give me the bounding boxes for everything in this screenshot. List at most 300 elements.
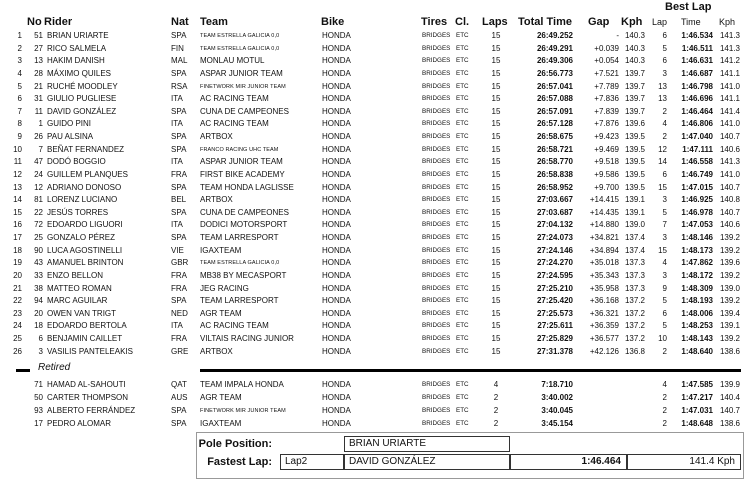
- cell-tires: BRIDGES: [422, 158, 451, 166]
- cell-team: ASPAR JUNIOR TEAM: [200, 68, 283, 78]
- cell-pos: 16: [13, 220, 22, 230]
- cell-bike: HONDA: [322, 308, 351, 318]
- table-row: [0, 207, 745, 220]
- cell-bike: HONDA: [322, 182, 351, 192]
- cell-rider: RICO SALMELA: [47, 43, 107, 53]
- cell-gap: +9.586: [594, 169, 619, 179]
- cell-number: 51: [34, 31, 43, 40]
- cell-kph: 140.3: [624, 56, 645, 66]
- cell-best-lap-kph: 141.1: [719, 68, 740, 78]
- table-row: [0, 320, 745, 333]
- cell-pos: 18: [13, 245, 22, 255]
- cell-gap: -: [616, 31, 619, 40]
- cell-gap: +34.894: [589, 245, 619, 255]
- cell-tires: BRIDGES: [422, 271, 451, 279]
- cell-total-time: 3:40.045: [541, 405, 573, 415]
- cell-tires: BRIDGES: [422, 120, 451, 128]
- cell-team: ARTBOX: [200, 195, 233, 205]
- cell-best-lap-kph: 140.6: [719, 220, 740, 230]
- cell-best-lap-no: 2: [662, 405, 667, 415]
- cell-class: ETC: [456, 133, 469, 141]
- cell-bike: HONDA: [322, 334, 351, 344]
- cell-number: 1: [38, 119, 43, 129]
- cell-class: ETC: [456, 158, 469, 166]
- cell-nat: SPA: [171, 106, 187, 116]
- cell-laps: 15: [491, 56, 501, 66]
- cell-rider: LUCA AGOSTINELLI: [47, 245, 123, 255]
- cell-kph: 140.3: [624, 43, 645, 53]
- cell-total-time: 27:04.132: [536, 220, 573, 230]
- retired-row: [0, 405, 745, 418]
- cell-laps: 15: [491, 169, 501, 179]
- cell-best-lap-kph: 139.9: [719, 380, 740, 389]
- cell-rider: JESÚS TORRES: [47, 207, 109, 217]
- cell-rider: GONZALO PÉREZ: [47, 233, 116, 243]
- cell-best-lap-no: 3: [662, 270, 667, 280]
- cell-total-time: 26:58.770: [536, 157, 573, 167]
- cell-bike: HONDA: [322, 94, 351, 104]
- cell-nat: SPA: [171, 207, 187, 217]
- cell-laps: 2: [493, 418, 499, 428]
- cell-number: 21: [34, 81, 43, 91]
- cell-best-lap-time: 1:48.640: [681, 346, 713, 356]
- cell-gap: +7.789: [594, 81, 619, 91]
- cell-pos: 12: [13, 169, 22, 179]
- cell-rider: EDOARDO LIGUORI: [47, 220, 123, 230]
- cell-number: 12: [34, 182, 43, 192]
- cell-total-time: 26:57.091: [536, 106, 573, 116]
- cell-laps: 15: [491, 308, 501, 318]
- cell-rider: ADRIANO DONOSO: [47, 182, 122, 192]
- cell-bike: HONDA: [322, 106, 351, 116]
- cell-best-lap-time: 1:46.696: [681, 94, 713, 104]
- cell-rider: ALBERTO FERRÁNDEZ: [47, 405, 136, 415]
- cell-pos: 14: [13, 195, 22, 205]
- cell-gap: +35.018: [589, 258, 619, 268]
- cell-class: ETC: [456, 284, 469, 292]
- cell-best-lap-kph: 141.4: [719, 106, 740, 116]
- cell-best-lap-time: 1:48.172: [681, 270, 713, 280]
- cell-total-time: 26:49.306: [536, 56, 573, 66]
- cell-pos: 22: [13, 296, 22, 306]
- cell-total-time: 27:24.146: [536, 245, 573, 255]
- cell-laps: 15: [491, 245, 501, 255]
- header-no: No: [27, 16, 42, 28]
- cell-tires: BRIDGES: [422, 406, 451, 414]
- cell-best-lap-time: 1:46.687: [681, 68, 713, 78]
- cell-rider: GUIDO PINI: [47, 119, 92, 129]
- cell-best-lap-no: 13: [658, 81, 667, 91]
- header-laps: Laps: [482, 16, 508, 28]
- cell-tires: BRIDGES: [422, 234, 451, 242]
- cell-nat: FRA: [171, 334, 187, 344]
- table-row: [0, 194, 745, 207]
- cell-rider: RUCHÉ MOODLEY: [47, 81, 118, 91]
- cell-bike: HONDA: [322, 321, 351, 331]
- table-row: [0, 93, 745, 106]
- cell-class: ETC: [456, 406, 469, 414]
- cell-best-lap-time: 1:48.006: [681, 308, 713, 318]
- cell-total-time: 27:25.829: [536, 334, 573, 344]
- cell-rider: HAKIM DANISH: [47, 56, 105, 66]
- cell-class: ETC: [456, 309, 469, 317]
- cell-best-lap-no: 3: [662, 233, 667, 243]
- cell-total-time: 26:49.291: [536, 43, 573, 53]
- cell-best-lap-time: 1:47.015: [681, 182, 713, 192]
- cell-best-lap-no: 6: [662, 308, 667, 318]
- cell-laps: 15: [491, 144, 501, 154]
- cell-kph: 137.2: [624, 334, 645, 344]
- cell-nat: AUS: [171, 392, 188, 402]
- cell-best-lap-kph: 141.0: [719, 81, 740, 91]
- cell-class: ETC: [456, 297, 469, 305]
- cell-tires: BRIDGES: [422, 335, 451, 343]
- cell-team: MB38 BY MECASPORT: [200, 270, 287, 280]
- cell-tires: BRIDGES: [422, 183, 451, 191]
- table-row: [0, 270, 745, 283]
- cell-number: 94: [34, 296, 43, 306]
- table-row: [0, 308, 745, 321]
- cell-total-time: 27:03.667: [536, 195, 573, 205]
- cell-class: ETC: [456, 234, 469, 242]
- cell-best-lap-no: 2: [662, 106, 667, 116]
- cell-team: TEAM ESTRELLA GALICIA 0,0: [200, 45, 280, 52]
- cell-gap: +36.359: [589, 321, 619, 331]
- cell-class: ETC: [456, 44, 469, 52]
- cell-laps: 2: [493, 405, 499, 415]
- cell-bike: HONDA: [322, 233, 351, 243]
- cell-pos: 19: [13, 258, 22, 268]
- cell-kph: 136.8: [624, 346, 645, 356]
- header-kph: Kph: [621, 16, 643, 28]
- cell-bike: HONDA: [322, 245, 351, 255]
- cell-best-lap-no: 2: [662, 418, 667, 428]
- cell-laps: 15: [491, 233, 501, 243]
- header-best-lap-no: Lap: [652, 17, 668, 27]
- cell-total-time: 3:40.002: [541, 392, 573, 402]
- cell-laps: 15: [491, 182, 501, 192]
- fastest-lap-number: Lap2: [280, 454, 344, 470]
- table-row: [0, 169, 745, 182]
- cell-tires: BRIDGES: [422, 322, 451, 330]
- cell-nat: SPA: [171, 296, 187, 306]
- cell-best-lap-kph: 141.1: [719, 94, 740, 104]
- cell-bike: HONDA: [322, 31, 351, 40]
- cell-best-lap-no: 14: [658, 157, 667, 167]
- cell-bike: HONDA: [322, 270, 351, 280]
- cell-pos: 13: [13, 182, 22, 192]
- cell-best-lap-kph: 140.6: [719, 144, 740, 154]
- cell-team: AC RACING TEAM: [200, 321, 269, 331]
- cell-tires: BRIDGES: [422, 347, 451, 355]
- cell-best-lap-no: 13: [658, 94, 667, 104]
- cell-nat: SPA: [171, 418, 187, 428]
- cell-pos: 4: [17, 68, 22, 78]
- cell-pos: 9: [17, 132, 22, 142]
- cell-nat: SPA: [171, 405, 187, 415]
- cell-bike: HONDA: [322, 346, 351, 356]
- cell-total-time: 26:58.675: [536, 132, 573, 142]
- cell-total-time: 26:57.128: [536, 119, 573, 129]
- cell-number: 22: [34, 207, 43, 217]
- cell-total-time: 26:58.952: [536, 182, 573, 192]
- cell-best-lap-kph: 141.2: [719, 56, 740, 66]
- cell-best-lap-time: 1:48.173: [681, 245, 713, 255]
- table-row: [0, 118, 745, 131]
- cell-best-lap-no: 15: [658, 182, 667, 192]
- cell-best-lap-time: 1:48.146: [681, 233, 713, 243]
- cell-pos: 3: [17, 56, 22, 66]
- cell-gap: +7.521: [594, 68, 619, 78]
- cell-tires: BRIDGES: [422, 107, 451, 115]
- cell-class: ETC: [456, 57, 469, 65]
- cell-total-time: 27:25.210: [536, 283, 573, 293]
- cell-best-lap-time: 1:48.648: [681, 418, 713, 428]
- cell-class: ETC: [456, 271, 469, 279]
- cell-pos: 15: [13, 207, 22, 217]
- cell-nat: SPA: [171, 132, 187, 142]
- cell-tires: BRIDGES: [422, 284, 451, 292]
- cell-tires: BRIDGES: [422, 381, 451, 388]
- cell-team: ARTBOX: [200, 346, 233, 356]
- cell-team: AC RACING TEAM: [200, 94, 269, 104]
- cell-best-lap-no: 6: [662, 169, 667, 179]
- cell-best-lap-kph: 139.2: [719, 270, 740, 280]
- cell-number: 47: [34, 157, 43, 167]
- cell-best-lap-time: 1:46.978: [681, 207, 713, 217]
- cell-class: ETC: [456, 107, 469, 115]
- cell-best-lap-time: 1:47.111: [682, 144, 713, 154]
- cell-kph: 139.5: [624, 132, 645, 142]
- cell-best-lap-time: 1:48.143: [681, 334, 713, 344]
- cell-team: FRANCO RACING UHC TEAM: [200, 146, 279, 153]
- table-row: [0, 257, 745, 270]
- header-best-lap-kph: Kph: [719, 17, 736, 27]
- cell-number: 50: [34, 392, 43, 402]
- cell-kph: 139.7: [624, 81, 645, 91]
- cell-class: ETC: [456, 82, 469, 90]
- fastest-lap-speed: 141.4 Kph: [627, 454, 741, 470]
- cell-number: 24: [34, 169, 43, 179]
- cell-total-time: 26:57.088: [536, 94, 573, 104]
- cell-class: ETC: [456, 335, 469, 343]
- cell-tires: BRIDGES: [422, 393, 451, 401]
- header-team: Team: [200, 16, 228, 28]
- header-bike: Bike: [321, 16, 345, 28]
- cell-gap: +14.415: [589, 195, 619, 205]
- cell-laps: 15: [491, 296, 501, 306]
- best-lap-header: Best Lap: [665, 1, 712, 13]
- cell-tires: BRIDGES: [422, 82, 451, 90]
- cell-best-lap-kph: 140.7: [719, 405, 740, 415]
- cell-best-lap-kph: 141.3: [719, 31, 740, 40]
- cell-laps: 15: [491, 106, 501, 116]
- cell-kph: 137.2: [624, 296, 645, 306]
- cell-rider: BRIAN URIARTE: [47, 31, 109, 40]
- cell-team: CUNA DE CAMPEONES: [200, 207, 289, 217]
- cell-tires: BRIDGES: [422, 196, 451, 204]
- cell-laps: 15: [491, 207, 501, 217]
- cell-kph: 139.5: [624, 157, 645, 167]
- retired-dash: [16, 369, 30, 372]
- cell-number: 72: [34, 220, 43, 230]
- cell-team: DODICI MOTORSPORT: [200, 220, 288, 230]
- cell-class: ETC: [456, 393, 469, 401]
- table-row: [0, 245, 745, 258]
- table-row: [0, 30, 745, 43]
- cell-bike: HONDA: [322, 258, 351, 268]
- cell-number: 31: [34, 94, 43, 104]
- cell-tires: BRIDGES: [422, 57, 451, 65]
- cell-best-lap-no: 2: [662, 132, 667, 142]
- cell-best-lap-kph: 139.6: [719, 258, 740, 268]
- cell-laps: 15: [491, 94, 501, 104]
- cell-team: TEAM LARRESPORT: [200, 233, 279, 243]
- cell-kph: 137.2: [624, 308, 645, 318]
- cell-bike: HONDA: [322, 144, 351, 154]
- cell-tires: BRIDGES: [422, 44, 451, 52]
- cell-team: IGAXTEAM: [200, 245, 242, 255]
- cell-bike: HONDA: [322, 296, 351, 306]
- cell-kph: 139.1: [624, 207, 645, 217]
- cell-tires: BRIDGES: [422, 297, 451, 305]
- cell-rider: MATTEO ROMAN: [47, 283, 112, 293]
- cell-class: ETC: [456, 95, 469, 103]
- cell-team: IGAXTEAM: [200, 418, 242, 428]
- cell-pos: 11: [13, 157, 22, 167]
- cell-pos: 6: [17, 94, 22, 104]
- cell-team: AGR TEAM: [200, 308, 242, 318]
- cell-number: 20: [34, 308, 43, 318]
- cell-total-time: 27:25.420: [536, 296, 573, 306]
- cell-number: 38: [34, 283, 43, 293]
- cell-best-lap-time: 1:47.053: [681, 220, 713, 230]
- cell-kph: 139.5: [624, 182, 645, 192]
- cell-nat: NED: [171, 308, 188, 318]
- cell-best-lap-kph: 141.0: [719, 119, 740, 129]
- cell-number: 13: [34, 56, 43, 66]
- table-row: [0, 219, 745, 232]
- cell-best-lap-kph: 138.6: [719, 418, 740, 428]
- cell-pos: 23: [13, 308, 22, 318]
- cell-best-lap-kph: 141.3: [719, 157, 740, 167]
- cell-total-time: 7:18.710: [541, 380, 573, 389]
- cell-pos: 26: [13, 346, 22, 356]
- cell-nat: RSA: [171, 81, 188, 91]
- cell-class: ETC: [456, 381, 469, 388]
- cell-class: ETC: [456, 183, 469, 191]
- cell-bike: HONDA: [322, 207, 351, 217]
- cell-kph: 137.4: [624, 233, 645, 243]
- cell-laps: 15: [491, 346, 501, 356]
- cell-tires: BRIDGES: [422, 95, 451, 103]
- cell-best-lap-time: 1:46.558: [681, 157, 713, 167]
- cell-number: 81: [34, 195, 43, 205]
- cell-total-time: 26:57.041: [536, 81, 573, 91]
- cell-number: 7: [38, 144, 43, 154]
- cell-gap: +36.577: [589, 334, 619, 344]
- cell-best-lap-no: 3: [662, 195, 667, 205]
- cell-pos: 25: [13, 334, 22, 344]
- cell-gap: +7.836: [594, 94, 619, 104]
- cell-best-lap-no: 4: [662, 119, 667, 129]
- cell-number: 26: [34, 132, 43, 142]
- cell-nat: SPA: [171, 68, 187, 78]
- cell-best-lap-time: 1:47.862: [681, 258, 713, 268]
- cell-best-lap-time: 1:46.806: [681, 119, 713, 129]
- cell-best-lap-time: 1:48.309: [681, 283, 713, 293]
- cell-pos: 8: [17, 119, 22, 129]
- cell-team: TEAM ESTRELLA GALICIA 0,0: [200, 260, 280, 267]
- cell-best-lap-time: 1:47.031: [681, 405, 713, 415]
- cell-gap: +35.958: [589, 283, 619, 293]
- retired-row: [0, 379, 745, 392]
- cell-laps: 15: [491, 43, 501, 53]
- cell-class: ETC: [456, 32, 469, 39]
- cell-bike: HONDA: [322, 119, 351, 129]
- cell-best-lap-kph: 139.2: [719, 334, 740, 344]
- table-row: [0, 283, 745, 296]
- cell-best-lap-no: 3: [662, 68, 667, 78]
- cell-nat: SPA: [171, 144, 187, 154]
- retired-divider: [200, 369, 741, 372]
- cell-gap: +7.839: [594, 106, 619, 116]
- cell-best-lap-no: 5: [662, 207, 667, 217]
- cell-nat: SPA: [171, 182, 187, 192]
- table-row: [0, 68, 745, 81]
- cell-rider: DODÓ BOGGIO: [47, 157, 106, 167]
- cell-nat: ITA: [171, 220, 183, 230]
- fastest-lap-label: Fastest Lap:: [207, 456, 272, 468]
- cell-bike: HONDA: [322, 405, 351, 415]
- header-tires: Tires: [421, 16, 448, 28]
- cell-gap: +14.880: [589, 220, 619, 230]
- cell-class: ETC: [456, 246, 469, 254]
- cell-number: 28: [34, 68, 43, 78]
- retired-row: [0, 418, 745, 431]
- cell-pos: 24: [13, 321, 22, 331]
- cell-gap: +0.054: [594, 56, 619, 66]
- cell-best-lap-no: 5: [662, 321, 667, 331]
- cell-nat: SPA: [171, 31, 187, 40]
- cell-nat: GBR: [171, 258, 189, 268]
- cell-total-time: 26:58.838: [536, 169, 573, 179]
- cell-rider: LORENZ LUCIANO: [47, 195, 118, 205]
- cell-kph: 139.5: [624, 144, 645, 154]
- cell-bike: HONDA: [322, 195, 351, 205]
- cell-kph: 139.7: [624, 94, 645, 104]
- cell-laps: 15: [491, 270, 501, 280]
- cell-best-lap-time: 1:47.585: [681, 380, 713, 389]
- cell-laps: 15: [491, 321, 501, 331]
- cell-bike: HONDA: [322, 220, 351, 230]
- header-best-lap-time: Time: [681, 17, 701, 27]
- cell-kph: 140.3: [624, 31, 645, 40]
- cell-rider: MARC AGUILAR: [47, 296, 108, 306]
- cell-laps: 15: [491, 81, 501, 91]
- cell-gap: +42.126: [589, 346, 619, 356]
- cell-nat: ITA: [171, 321, 183, 331]
- table-row: [0, 131, 745, 144]
- cell-laps: 2: [493, 392, 499, 402]
- cell-team: FINETWORK MIR JUNIOR TEAM: [200, 407, 286, 414]
- cell-gap: +9.700: [594, 182, 619, 192]
- cell-rider: EDOARDO BERTOLA: [47, 321, 127, 331]
- cell-total-time: 27:25.611: [537, 321, 573, 331]
- cell-best-lap-kph: 139.2: [719, 233, 740, 243]
- cell-number: 3: [38, 346, 43, 356]
- cell-best-lap-kph: 140.7: [719, 182, 740, 192]
